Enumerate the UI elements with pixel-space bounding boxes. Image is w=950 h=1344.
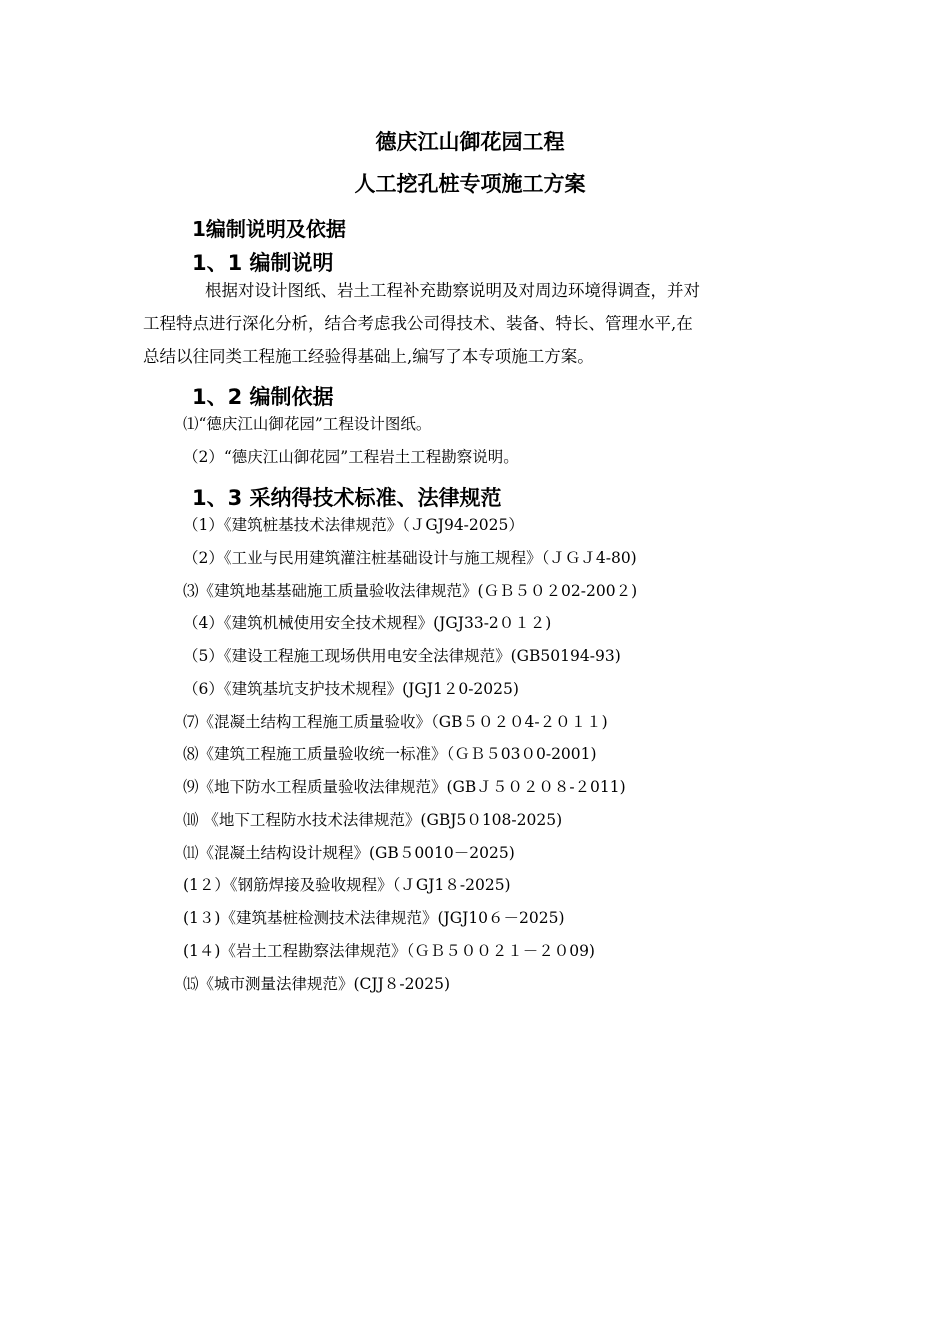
- paragraph-line-2: 工程特点进行深化分析，结合考虑我公司得技术、装备、特长、管理水平,在: [143, 314, 693, 333]
- document-title-line2: 人工挖孔桩专项施工方案: [354, 172, 586, 196]
- standard-item: ⑾《混凝土结构设计规程》(GB５0010－2025): [183, 844, 515, 862]
- standard-item: （6）《建筑基坑支护技术规程》(JGJ1２0-2025): [183, 680, 519, 698]
- standard-item: ⑺《混凝土结构工程施工质量验收》（GB５０２０4-２０１１): [183, 713, 608, 731]
- section-1-heading: 1编制说明及依据: [192, 217, 346, 241]
- standard-item: （4）《建筑机械使用安全技术规程》(JGJ33-2０１２): [183, 614, 552, 632]
- basis-item-1: ⑴“德庆江山御花园”工程设计图纸。: [183, 415, 432, 433]
- paragraph-line-3: 总结以往同类工程施工经验得基础上,编写了本专项施工方案。: [143, 347, 594, 366]
- standard-item: （1）《建筑桩基技术法律规范》（ＪGJ94-2025）: [183, 516, 524, 534]
- document-title-line1: 德庆江山御花园工程: [375, 130, 565, 154]
- paragraph-line-1: 根据对设计图纸、岩土工程补充勘察说明及对周边环境得调查，并对: [205, 281, 700, 300]
- standard-item: (1４)《岩土工程勘察法律规范》（ＧＢ５００２１－２０09): [183, 942, 595, 960]
- basis-item-2: （2）“德庆江山御花园”工程岩土工程勘察说明。: [183, 448, 519, 466]
- subsection-1-2-heading: 1、2 编制依据: [192, 385, 334, 409]
- standard-item: ⑽ 《地下工程防水技术法律规范》(GBJ5０108-2025): [183, 811, 563, 829]
- standard-item: ⑶《建筑地基基础施工质量验收法律规范》(ＧＢ５０２02-200２): [183, 582, 638, 600]
- standard-item: ⒂《城市测量法律规范》(CJJ８-2025): [183, 975, 451, 993]
- subsection-1-1-heading: 1、1 编制说明: [192, 251, 334, 275]
- standard-item: ⑻《建筑工程施工质量验收统一标准》（ＧＢ５03０0-2001): [183, 745, 597, 763]
- standard-item: （5）《建设工程施工现场供用电安全法律规范》(GB50194-93): [183, 647, 621, 665]
- subsection-1-3-heading: 1、3 采纳得技术标准、法律规范: [192, 486, 502, 510]
- standard-item: (1２）《钢筋焊接及验收规程》（ＪGJ1８-2025): [183, 876, 511, 894]
- standard-item: （2）《工业与民用建筑灌注桩基础设计与施工规程》（ＪＧＪ4-80): [183, 549, 637, 567]
- standard-item: (1３)《建筑基桩检测技术法律规范》(JGJ10６－2025): [183, 909, 565, 927]
- standard-item: ⑼《地下防水工程质量验收法律规范》(GBＪ５０２０８-２011): [183, 778, 626, 796]
